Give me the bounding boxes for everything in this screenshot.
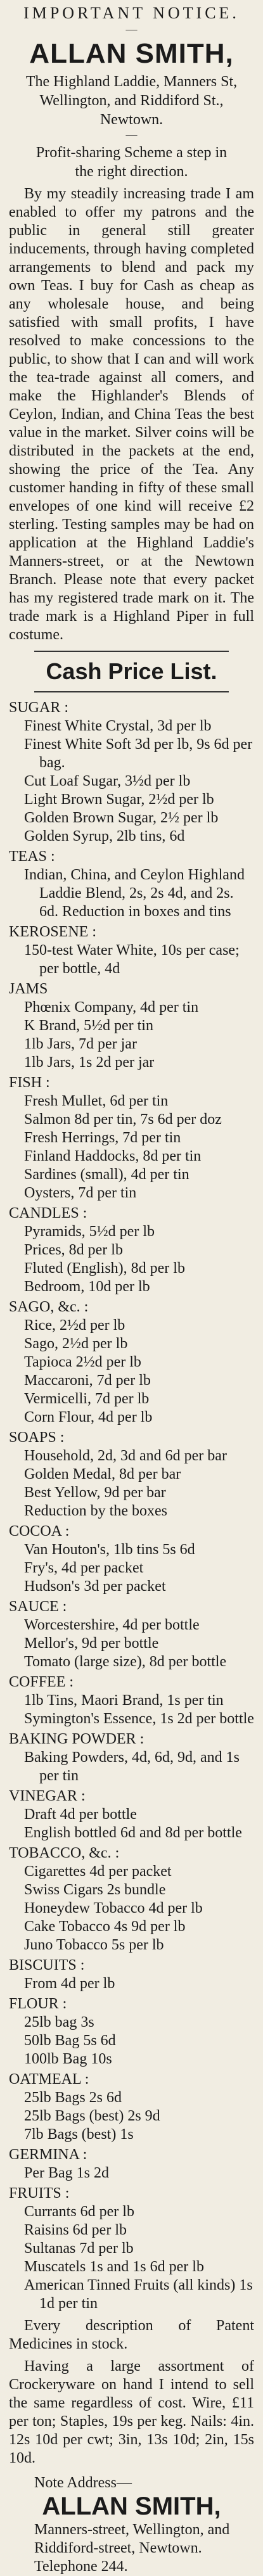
price-item: Tomato (large size), 8d per bottle [24,1654,227,1670]
footer-merchant-name: ALLAN SMITH, [42,2492,221,2520]
price-category: OATMEAL : [9,2071,89,2088]
price-category: SOAPS : [9,1429,65,1446]
subtitle-line: Profit-sharing Scheme a step in [35,144,228,161]
price-item: Household, 2d, 3d and 6d per bar [24,1448,227,1464]
price-category: VINEGAR : [9,1788,86,1804]
price-item: Best Yellow, 9d per bar [24,1484,166,1501]
price-item: Bedroom, 10d per lb [24,1278,150,1295]
footer-address-line: Manners-street, Wellington, and [34,2522,230,2538]
price-item: K Brand, 5½d per tin [24,1017,153,1034]
price-item: 25lb bag 3s [24,2014,94,2031]
crockery-paragraph: Having a large assortment of Crockeryware on hand I intend to sell the same regardless of cost. Wire, £11 per ton; Staples, 19s per keg. Nails: 4in. 12s 10d per cwt; 3in, 13s 10d; 2in, 15s 10d. [9,2358,254,2466]
price-category: GERMINA : [9,2146,87,2163]
divider [34,651,229,652]
price-item: Sardines (small), 4d per tin [24,1166,189,1183]
price-item: Mellor's, 9d per bottle [24,1635,159,1652]
price-item: Sago, 2½d per lb [24,1336,128,1352]
address-line: The Highland Laddie, Manners St, [25,73,238,90]
price-category: COCOA : [9,1523,70,1540]
scheme-subtitle [9,143,254,181]
price-item: 25lb Bags 2s 6d [24,2089,122,2106]
price-item: Oysters, 7d per tin [24,1185,137,1201]
price-item: Swiss Cigars 2s bundle [24,1882,166,1898]
price-item: 7lb Bags (best) 1s [24,2126,134,2143]
price-category: FISH : [9,1074,50,1091]
price-item: Finest White Soft 3d per lb, 9s 6d per bag. [24,736,253,771]
price-item: Corn Flour, 4d per lb [24,1409,153,1425]
price-item: Pyramids, 5½d per lb [24,1223,155,1240]
price-item: 100lb Bag 10s [24,2051,112,2067]
note-address: Note Address— [34,2475,132,2491]
price-category: FLOUR : [9,1996,67,2012]
price-item: Light Brown Sugar, 2½d per lb [24,791,214,808]
price-category: TEAS : [9,848,55,865]
price-item: English bottled 6d and 8d per bottle [24,1825,242,1841]
price-item: Muscatels 1s and 1s 6d per lb [24,2259,204,2275]
price-item: Maccaroni, 7d per lb [24,1372,151,1389]
price-item: Cigarettes 4d per packet [24,1863,172,1880]
patent-medicines: Every description of Patent Medicines in stock. [9,2318,254,2352]
price-item: Raisins 6d per lb [24,2222,127,2238]
price-item: Juno Tobacco 5s per lb [24,1937,164,1953]
price-item: Draft 4d per bottle [24,1806,137,1823]
price-item: Reduction by the boxes [24,1503,167,1519]
price-category: JAMS [9,981,48,997]
price-item: From 4d per lb [24,1975,115,1992]
price-item: Worcestershire, 4d per bottle [24,1617,200,1633]
price-item: Indian, China, and Ceylon Highland Laddie Blend, 2s, 2s 4d, and 2s. 6d. Reduction in boxes and tins [24,867,245,920]
price-category: CANDLES : [9,1205,87,1221]
footer-telephone: Telephone 244. [34,2558,128,2575]
price-item: 25lb Bags (best) 2s 9d [24,2108,160,2124]
price-item: Golden Syrup, 2lb tins, 6d [24,828,185,845]
price-item: Golden Brown Sugar, 2½ per lb [24,810,219,826]
address-rule: — [125,128,138,141]
heading-rule: — [125,23,138,35]
price-item: Cut Loaf Sugar, 3½d per lb [24,773,191,789]
price-item: Finest White Crystal, 3d per lb [24,718,212,734]
price-category: SAUCE : [9,1598,67,1615]
price-item: Tapioca 2½d per lb [24,1354,141,1370]
price-category: KEROSENE : [9,924,96,940]
price-item: Hudson's 3d per packet [24,1578,166,1595]
price-item: 50lb Bag 5s 6d [24,2032,116,2049]
price-item: Fresh Mullet, 6d per tin [24,1093,169,1109]
footer-address-line: Riddiford-street, Newtown. [34,2540,202,2556]
price-item: Symington's Essence, 1s 2d per bottle [24,1711,254,1727]
price-item: 1lb Jars, 7d per jar [24,1036,137,1052]
address-line: Wellington, and Riddiford St., [39,92,224,109]
price-list-title: Cash Price List. [46,658,217,684]
price-item: Finland Haddocks, 8d per tin [24,1148,202,1164]
merchant-name: ALLAN SMITH, [29,38,234,69]
price-item: 150-test Water White, 10s per case; per bottle, 4d [24,942,240,977]
price-category: SAGO, &c. : [9,1299,89,1315]
price-item: Fry's, 4d per packet [24,1560,144,1576]
price-item: Currants 6d per lb [24,2203,134,2220]
price-category: COFFEE : [9,1674,74,1690]
price-category: BAKING POWDER : [9,1731,144,1747]
price-item: Salmon 8d per tin, 7s 6d per doz [24,1111,222,1128]
price-item: Per Bag 1s 2d [24,2165,109,2181]
price-item: American Tinned Fruits (all kinds) 1s 1d per tin [24,2277,253,2312]
price-item: Fresh Herrings, 7d per tin [24,1130,181,1146]
price-item: 1lb Tins, Maori Brand, 1s per tin [24,1692,224,1709]
divider [34,691,229,692]
price-item: Rice, 2½d per lb [24,1317,125,1334]
price-item: Honeydew Tobacco 4d per lb [24,1900,203,1916]
notice-heading: IMPORTANT NOTICE. [23,4,240,22]
price-item: Cake Tobacco 4s 9d per lb [24,1918,186,1935]
price-item: Baking Powders, 4d, 6d, 9d, and 1s per tin [24,1749,240,1784]
price-item: Phœnix Company, 4d per tin [24,999,199,1016]
subtitle-line: the right direction. [75,163,188,180]
price-category: FRUITS : [9,2185,70,2202]
price-item: Fluted (English), 8d per lb [24,1260,185,1277]
intro-paragraph: By my steadily increasing trade I am enabled to offer my patrons and the public in general still greater inducements, through having completed arrangements to blend and pack my own Teas. I buy for Cash as cheap as any wholesale house, and being satisfied with small profits, I have resolved to make concessions to the public, to show that I can and will work the tea-trade against all comers, and make the Highlander's Blends of Ceylon, Indian, and China Teas the best value in the market. Silver coins will be distributed in the packets at the end, showing the price of the Tea. Any customer handing in fifty of these small envelopes of one kind will receive £2 sterling. Testing samples may be had on application at the Highland Laddie's Manners-street, or at the Newtown Branch. Please note that every packet has my registered trade mark on it. The trade mark is a Highland Piper in full costume. [9,186,254,643]
price-item: Van Houton's, 1lb tins 5s 6d [24,1541,195,1558]
address-line: Newtown. [99,112,164,128]
price-item: Vermicelli, 7d per lb [24,1391,150,1407]
price-list [9,699,254,2313]
price-item: Sultanas 7d per lb [24,2240,134,2257]
price-category: SUGAR : [9,699,69,716]
price-item: Golden Medal, 8d per bar [24,1466,181,1482]
price-category: TOBACCO, &c. : [9,1845,120,1861]
price-category: BISCUITS : [9,1957,85,1973]
price-item: 1lb Jars, 1s 2d per jar [24,1054,155,1071]
price-item: Prices, 8d per lb [24,1242,123,1258]
